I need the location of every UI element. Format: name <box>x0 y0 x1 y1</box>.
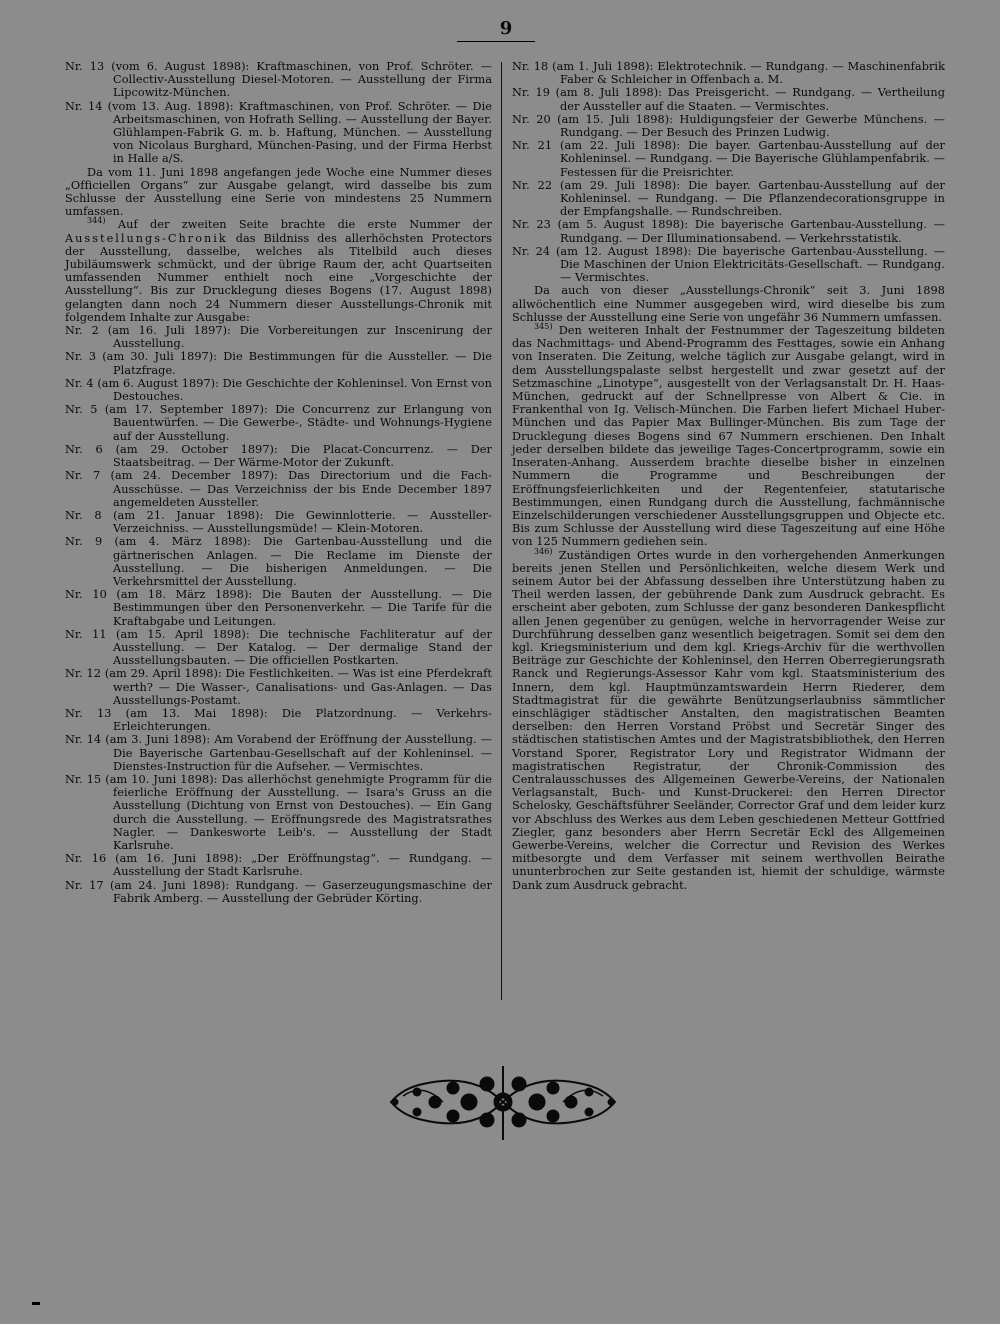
chronik-entry <box>65 403 492 443</box>
chronik-entry <box>512 218 945 244</box>
chronik-entry <box>65 588 492 628</box>
right-entries <box>512 60 945 284</box>
entry-text: (am 13. Mai 1898): Die Platzordnung. — Verkehrs-Erleichterungen. <box>113 706 492 734</box>
chronik-entry <box>65 469 492 509</box>
floral-ornament <box>383 1062 623 1142</box>
left-entries-a <box>65 60 492 166</box>
paragraph-chronik-series: Da auch von dieser „Ausstellungs-Chronik“ seit 3. Juni 1898 allwöchentlich eine Nummer ausgegeben wird, wird dieselbe bis zum Schlusse der Ausstellung eine Serie von ungefähr 36 Nummern umfassen. <box>512 284 945 324</box>
footnote-346-marker: 346) <box>534 546 553 556</box>
entry-number: Nr. 13 <box>65 60 105 73</box>
entry-text: (am 12. August 1898): Die bayerische Gartenbau-Ausstellung. — Die Maschinen der Union Elektricitäts-Gesellschaft. — Rundgang. — Vermischtes. <box>555 244 945 285</box>
footnote-345-marker: 345) <box>534 322 553 332</box>
entry-number: Nr. 22 <box>512 178 553 192</box>
entry-text: (am 3. Juni 1898): Am Vorabend der Eröffnung der Ausstellung. — Die Bayerische Gartenbau-Gesellschaft auf der Kohleninsel. — Dienstes-Instruction für die Aufseher. — Vermischtes. <box>105 733 492 773</box>
chronik-entry <box>65 879 492 905</box>
print-mark <box>32 1302 40 1305</box>
chronik-entry <box>65 628 492 668</box>
entry-number: Nr. 23 <box>512 218 551 232</box>
entry-text: (am 10. Juni 1898): Das allerhöchst genehmigte Programm für die feierliche Eröffnung der Ausstellung. — Isara's Gruss an die Ausstellung (Dichtung von Ernst von Destouches). — Ein Gang durch die Ausstellung. — Eröffnungsrede des Magistratsrathes Nagler. — Dankesworte Leib's. — Ausstellung der Stadt Karlsruhe. <box>105 772 492 852</box>
entry-text: (am 6. August 1897): Die Geschichte der Kohleninsel. Von Ernst von Destouches. <box>97 376 492 404</box>
entry-text: (am 29. October 1897): Die Placat-Concurrenz. — Der Staatsbeitrag. — Der Wärme-Motor der Zukunft. <box>113 442 492 470</box>
left-column <box>65 60 492 905</box>
footnote-346-body: Zuständigen Ortes wurde in den vorhergehenden Anmerkungen bereits jenen Stellen und Persönlichkeiten, welche diesem Werk und seinem Autor bei der Abfassung desselben ihre Unterstützung haben zu Theil werden lassen, der gebührende Dank zum Ausdruck gebracht. Es erscheint aber geboten, zum Schlusse der ganz besonderen Dankespflicht allen Jenen gegenüber zu genügen, welche in hervorragender Weise zur Durchführung desselben ganz wesentlich beigetragen. Somit sei dem den kgl. Kriegsministerium und dem kgl. Kriegs-Archiv für die werthvollen Beiträge zur Geschichte der Kohleninsel, den Herren Oberregierungsrath Ranck und Regierungs-Assessor Kahr vom kgl. Staatsministerium des Innern, dem kgl. Hauptmünzamtswardein Herrn Riederer, dem Stadtmagistrat für die gewährte Benützungserlaubniss sämmtlicher einschlägiger städtischer Anstalten, den magistratischen Beamten derselben: den Herren Vorstand Pröbst und Secretär Singer des städtischen statistischen Amtes und der Magistratsbibliothek, den Herren Vorstand Sporer, Registrator Lory und Registrator Widmann der magistratischen Registratur, der Chronik-Commission des Centralausschusses des Allgemeinen Gewerbe-Vereins, der Nationalen Verlagsanstalt, Buch- und Kunst-Druckerei: den Herren Director Schelosky, Geschäftsführer Seeländer, Corrector Graf und dem leider kurz vor Abschluss des Werkes aus dem Leben geschiedenen Metteur Gottfried Ziegler, ganz besonders aber Herrn Secretär Eckl des Allgemeinen Gewerbe-Vereins, welcher die Correctur und Revision des Werkes mitbesorgte und dem Verfasser mit seinem werthvollen Beirathe ununterbrochen zur Seite gestanden ist, hiemit der schuldige, wärmste Dank zum Ausdruck gebracht. <box>512 548 945 892</box>
entry-text: (am 15. Juli 1898): Huldigungsfeier der Gewerbe Münchens. — Rundgang. — Der Besuch des Prinzen Ludwig. <box>557 112 945 140</box>
footnote-344-chronik: Ausstellungs-Chronik <box>65 231 228 245</box>
entry-text: (am 22. Juli 1898): Die bayer. Gartenbau-Ausstellung auf der Kohleninsel. — Rundgang. — Die Bayerische Glühlampenfabrik. — Festessen für die Preisrichter. <box>560 139 945 179</box>
entry-number: Nr. 16 <box>65 852 107 866</box>
footnote-344-marker: 344) <box>87 216 106 226</box>
entry-number: Nr. 21 <box>512 139 553 153</box>
left-entries-b <box>65 324 492 905</box>
entry-number: Nr. 14 <box>65 733 102 747</box>
entry-text: (am 17. September 1897): Die Concurrenz zur Erlangung von Bauentwürfen. — Die Gewerbe-, Städte- und Wohnungs-Hygiene auf der Ausstellung. <box>104 403 492 443</box>
entry-number: Nr. 17 <box>65 878 104 892</box>
entry-number: Nr. 13 <box>65 706 112 720</box>
entry-text: (am 1. Juli 1898): Elektrotechnik. — Rundgang. — Maschinenfabrik Faber & Schleicher in Offenbach a. M. <box>552 60 945 87</box>
chronik-entry <box>65 773 492 852</box>
entry-text: (am 16. Juni 1898): „Der Eröffnungstag“. — Rundgang. — Ausstellung der Stadt Karlsruhe. <box>113 852 492 879</box>
paragraph-organ-series: Da vom 11. Juni 1898 angefangen jede Woche eine Nummer dieses „Officiellen Organs“ zur Ausgabe gelangt, wird dasselbe bis zum Schlusse der Ausstellung eine Serie von mindestens 25 Nummern umfassen. <box>65 165 492 219</box>
entry-number: Nr. 2 <box>65 324 99 338</box>
entry-text: (am 30. Juli 1897): Die Bestimmungen für die Aussteller. — Die Platzfrage. <box>102 350 492 377</box>
entry-text: (vom 13. Aug. 1898): Kraftmaschinen, von Prof. Schröter. — Die Arbeitsmaschinen, von Hofrath Selling. — Ausstellung der Bayer. Glühlampen-Fabrik G. m. b. Haftung, München. — Ausstellung von Nicolaus Burghard, München-Pasing, und der Firma Herbst in Halle a/S. <box>107 99 492 166</box>
entry-number: Nr. 4 <box>65 376 94 390</box>
footnote-345-body: Den weiteren Inhalt der Festnummer der Tageszeitung bildeten das Nachmittags- und Abend-Programm des Festtages, sowie ein Anhang von Inseraten. Die Zeitung, welche täglich zur Ausgabe gelangt, wird in dem Ausstellungspalaste selbst hergestellt und zwar gesetzt auf der Setzmaschine „Linotype“, ausgestellt von der Verlagsanstalt Dr. H. Haas-München, gedruckt auf der Schnellpresse von Albert & Cie. in Frankenthal von Ig. Velisch-München. Die Farben liefert Michael Huber-München und das Papier Max Bullinger-München. Bis zum Tage der Drucklegung dieses Bogens sind 67 Nummern erschienen. Den Inhalt jeder derselben bildete das jeweilige Tages-Concertprogramm, sowie ein Inseraten-Anhang. Ausserdem brachte dieselbe bisher in einzelnen Nummern die Programme und Beschreibungen der Eröffnungsfeierlichkeiten und der Regentenfeier, statutarische Bestimmungen, einen Rundgang durch die Ausstellung, fachmännische Einzelschilderungen verschiedener Ausstellungsgruppen und Objecte etc. Bis zum Schlusse der Ausstellung wird diese Tageszeitung auf eine Höhe von 125 Nummern gediehen sein. <box>512 324 945 549</box>
entry-text: (am 29. April 1898): Die Festlichkeiten. — Was ist eine Pferdekraft werth? — Die Wasser-, Canalisations- und Gas-Anlagen. — Das Ausstellungs-Postamt. <box>104 667 492 707</box>
entry-text: (am 29. Juli 1898): Die bayer. Gartenbau-Ausstellung auf der Kohleninsel. — Rundgang. — Die Pflanzendecorationsgruppe in der Empfangshalle. — Rundschreiben. <box>560 178 945 219</box>
chronik-entry <box>65 324 492 350</box>
entry-number: Nr. 14 <box>65 99 103 113</box>
chronik-entry <box>65 443 492 469</box>
entry-text: (am 21. Januar 1898): Die Gewinnlotterie. — Aussteller-Verzeichniss. — Ausstellungsmüde! — Klein-Motoren. <box>113 508 492 536</box>
chronik-entry <box>65 509 492 535</box>
chronik-entry <box>512 86 945 112</box>
chronik-entry <box>65 733 492 773</box>
page-number-rule <box>457 41 535 42</box>
chronik-entry <box>512 139 945 179</box>
entry-text: (am 18. März 1898): Die Bauten der Ausstellung. — Die Bestimmungen über den Personenverkehr. — Die Tarife für die Kraftabgabe und Leitungen. <box>113 588 492 628</box>
official-organ-entry <box>65 60 492 100</box>
chronik-entry <box>512 179 945 219</box>
entry-text: (am 5. August 1898): Die bayerische Gartenbau-Ausstellung. — Rundgang. — Der Illuminationsabend. — Verkehrsstatistik. <box>557 218 945 245</box>
entry-text: (am 15. April 1898): Die technische Fachliteratur auf der Ausstellung. — Der Katalog. — Der dermalige Stand der Ausstellungsbauten. — Die officiellen Postkarten. <box>113 627 492 668</box>
footnote-346 <box>512 546 945 892</box>
entry-number: Nr. 11 <box>65 627 107 641</box>
chronik-entry <box>65 852 492 878</box>
right-column <box>512 60 945 892</box>
entry-number: Nr. 10 <box>65 588 107 602</box>
chronik-entry <box>65 667 492 707</box>
chronik-entry <box>65 707 492 733</box>
entry-number: Nr. 6 <box>65 442 103 456</box>
page-number: 9 <box>499 18 513 39</box>
entry-number: Nr. 19 <box>512 86 550 100</box>
entry-text: (am 8. Juli 1898): Das Preisgericht. — Rundgang. — Vertheilung der Aussteller auf die Staaten. — Vermischtes. <box>555 86 945 113</box>
entry-number: Nr. 8 <box>65 508 102 522</box>
chronik-entry <box>512 60 945 86</box>
column-divider <box>501 62 502 1000</box>
entry-text: (am 24. December 1897): Das Directorium und die Fach-Ausschüsse. — Das Verzeichniss der bis Ende December 1897 angemeldeten Aussteller. <box>110 469 492 509</box>
entry-text: (vom 6. August 1898): Kraftmaschinen, von Prof. Schröter. — Collectiv-Ausstellung Diesel-Motoren. — Ausstellung der Firma Lipcowitz-München. <box>111 60 492 100</box>
footnote-345 <box>512 324 945 548</box>
official-organ-entry <box>65 100 492 166</box>
entry-number: Nr. 9 <box>65 535 103 549</box>
chronik-entry <box>512 113 945 139</box>
entry-text: (am 16. Juli 1897): Die Vorbereitungen zur Inscenirung der Ausstellung. <box>107 324 492 351</box>
entry-number: Nr. 3 <box>65 350 97 364</box>
entry-text: (am 24. Juni 1898): Rundgang. — Gaserzeugungsmaschine der Fabrik Amberg. — Ausstellung der Gebrüder Körting. <box>109 878 492 905</box>
chronik-entry <box>65 350 492 376</box>
entry-number: Nr. 20 <box>512 112 551 126</box>
entry-number: Nr. 24 <box>512 244 551 258</box>
chronik-entry <box>65 377 492 403</box>
chronik-entry <box>65 535 492 588</box>
entry-text: (am 4. März 1898): Die Gartenbau-Ausstellung und die gärtnerischen Anlagen. — Die Reclame im Dienste der Ausstellung. — Die bisherigen Anmeldungen. — Die Verkehrsmittel der Ausstellung. <box>113 535 492 588</box>
footnote-344-body: das Bildniss des allerhöchsten Protectors der Ausstellung, dasselbe, welches als Titelbild auch dieses Jubiläumswerk schmückt, und der übrige Raum der, acht Quartseiten umfassenden Nummer enthielt noch eine „Vorgeschichte der Ausstellung“. Bis zur Drucklegung dieses Bogens (17. August 1898) gelangten dann noch 24 Nummern dieser Ausstellungs-Chronik mit folgendem Inhalte zur Ausgabe: <box>65 231 492 324</box>
footnote-344-lead: Auf der zweiten Seite brachte die erste Nummer der <box>117 218 492 232</box>
entry-number: Nr. 5 <box>65 403 98 417</box>
entry-number: Nr. 15 <box>65 772 102 786</box>
entry-number: Nr. 12 <box>65 667 102 681</box>
entry-number: Nr. 7 <box>65 469 101 483</box>
entry-number: Nr. 18 <box>512 60 549 73</box>
footnote-344 <box>65 218 492 324</box>
chronik-entry <box>512 245 945 285</box>
